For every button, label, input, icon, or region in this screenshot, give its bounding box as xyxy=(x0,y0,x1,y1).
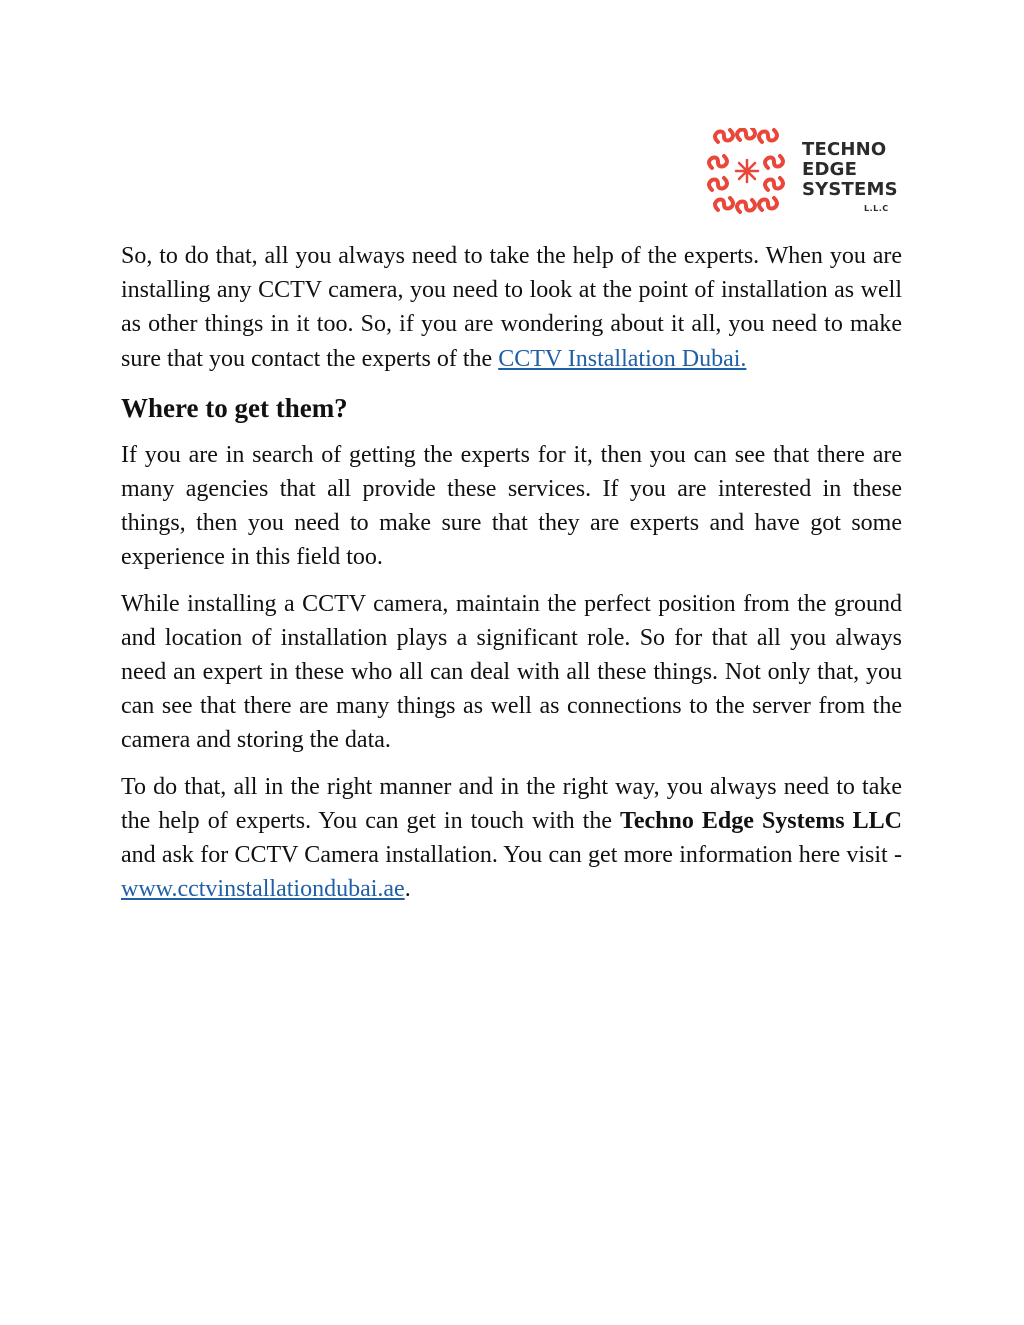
paragraph-contact-end: . xyxy=(404,876,411,903)
paragraph-search: If you are in search of getting the experts for it, then you can see that there are many agencies that all provide these services. If you are interested in these things, then you need to make sure that they are experts and have got some experience in this field too. xyxy=(121,441,902,571)
paragraph-contact xyxy=(121,770,902,907)
section-heading: Where to get them? xyxy=(121,392,348,423)
logo-line-techno: TECHNO xyxy=(802,139,887,160)
paragraph-intro xyxy=(121,239,902,376)
company-name-bold: Techno Edge Systems LLC xyxy=(620,807,902,834)
document-body xyxy=(121,239,902,918)
paragraph-installing: While installing a CCTV camera, maintain the perfect position from the ground and location of installation plays a significant role. So for that all you always need an expert in these who all can deal with all these things. Not only that, you can see that there are many things as well as connections to the server from the camera and storing the data. xyxy=(121,590,902,754)
logo-llc: L.L.C xyxy=(864,204,889,213)
paragraph-contact-text-a: To do that, all in the right manner and in the right way, you always need to take the help of experts. You can get in touch with the xyxy=(121,773,902,834)
logo-line-systems: SYSTEMS xyxy=(802,179,898,200)
logo-line-edge: EDGE xyxy=(802,159,858,180)
paragraph-contact-text-b: and ask for CCTV Camera installation. You can get more information here visit - xyxy=(121,842,902,869)
logo-wordmark xyxy=(802,140,898,200)
logo-emblem-icon xyxy=(704,128,790,214)
company-logo xyxy=(704,128,904,218)
paragraph-intro-text: So, to do that, all you always need to take the help of the experts. When you are installing any CCTV camera, you need to look at the point of installation as well as other things in it too. So, if you are wondering about it all, you need to make sure that you contact the experts of the xyxy=(121,243,902,372)
cctv-installation-dubai-link[interactable]: CCTV Installation Dubai. xyxy=(498,345,747,372)
website-link[interactable]: www.cctvinstallationdubai.ae xyxy=(121,876,405,903)
